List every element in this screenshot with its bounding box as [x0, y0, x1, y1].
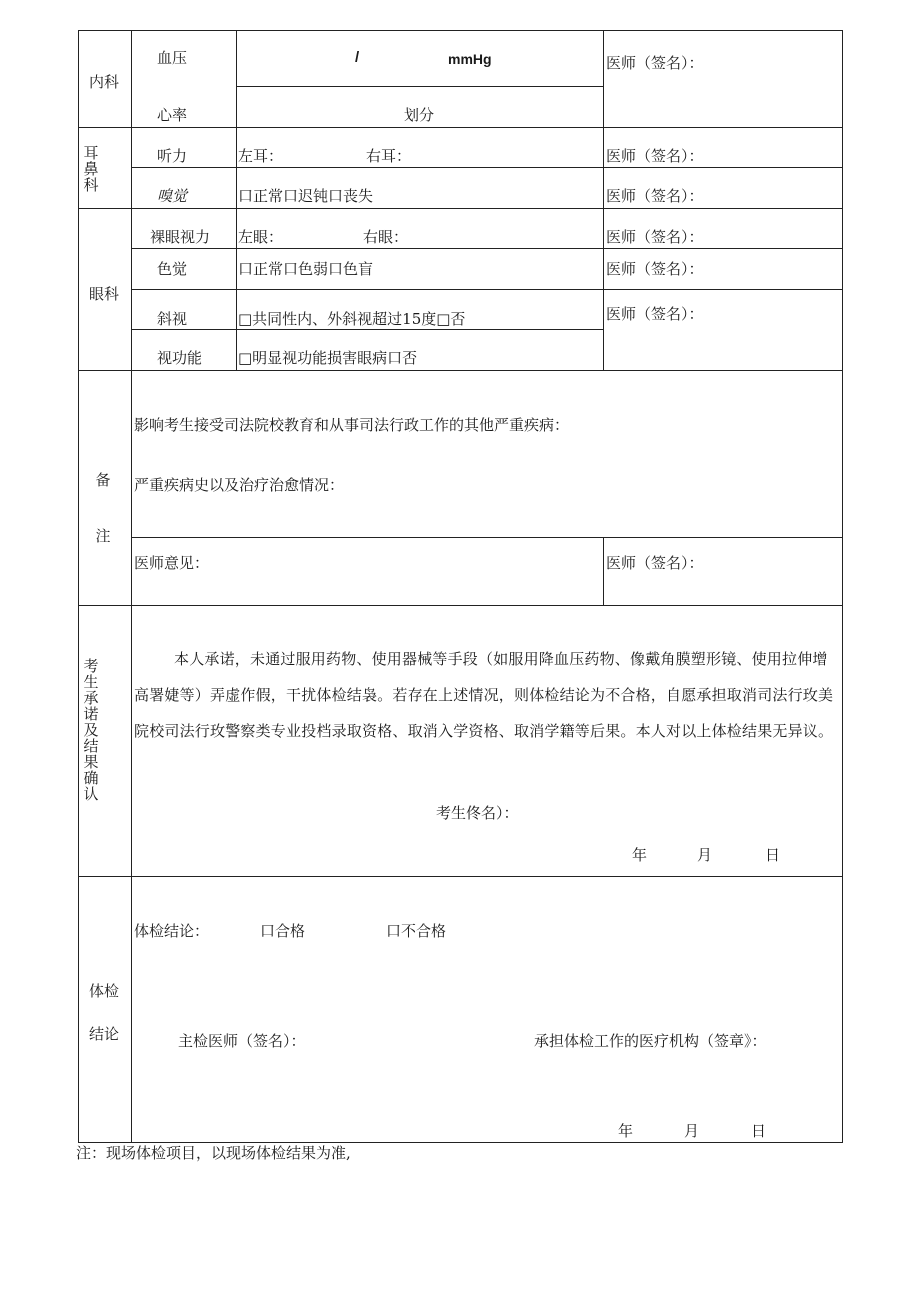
col-divider-1: [131, 30, 132, 1142]
disease-history-question: 严重疾病史以及治疗治愈情况：: [134, 476, 345, 494]
left-eye-label: 左眼：: [238, 228, 284, 246]
row-line-acuity: [131, 248, 843, 249]
conclusion-fail-option: 口不合格: [386, 922, 447, 940]
right-eye-label: 右眼：: [363, 228, 409, 246]
remarks-signature: 医师（签名）：: [606, 554, 704, 572]
strabismus-label: 斜视: [157, 310, 188, 328]
strabismus-options: □共同性内、外斜视超过15度□否: [238, 310, 466, 328]
conclusion-month: 月: [684, 1122, 700, 1140]
blood-pressure-slash: /: [355, 49, 360, 66]
heart-rate-label: 心率: [157, 106, 188, 124]
pledge-text: 本人承诺，未通过服用药物、使用器械等手段（如服用降血压药物、像戴角膜塑形镜、使用拉伸增高署婕等）弄虚作假，干扰体检结袅。若存在上述情况，则体检结论为不合格，自愿承担取消司法行玫美院校司法行玫警察类专业投档录取资格、取消入学资格、取消学籍等后果。本人对以上体检结果无异议。: [134, 650, 834, 740]
row-line-hearing: [131, 167, 843, 168]
remarks-label: 备注: [95, 471, 111, 545]
ent-dept-label: 耳鼻科: [83, 144, 99, 194]
row-line-opinion: [78, 605, 843, 606]
row-line-bp: [236, 86, 603, 87]
institution-seal: 承担体检工作的医疗机构（签章》：: [534, 1032, 767, 1050]
hearing-label: 听力: [157, 147, 188, 165]
left-ear-label: 左耳：: [238, 147, 284, 165]
internal-dept-label: 内科: [89, 73, 120, 91]
candidate-signature: 考生佟名）：: [436, 804, 519, 822]
acuity-label: 裸眼视力: [150, 228, 211, 246]
chief-doctor-signature: 主检医师（签名）：: [178, 1032, 306, 1050]
right-ear-label: 右耳：: [366, 147, 412, 165]
conclusion-year: 年: [618, 1122, 634, 1140]
row-line-internal: [78, 127, 843, 128]
row-line-top: [78, 30, 843, 31]
footnote: 注：现场体检项目，以现场体检结果为准,: [76, 1144, 351, 1162]
table-border-right: [842, 30, 843, 1142]
conclusion-pass-option: 口合格: [260, 922, 306, 940]
acuity-signature: 医师（签名）：: [606, 228, 704, 246]
col-divider-3: [603, 30, 604, 370]
eye-dept-label: 眼科: [89, 285, 120, 303]
table-border-left: [78, 30, 79, 1142]
heart-rate-unit: 划分: [404, 106, 435, 124]
blood-pressure-label: 血压: [157, 49, 188, 67]
row-line-ent: [78, 208, 843, 209]
row-line-eye: [78, 370, 843, 371]
other-diseases-question: 影响考生接受司法院校教育和从事司法行政工作的其他严重疾病：: [134, 416, 570, 434]
pledge-day: 日: [765, 846, 781, 864]
conclusion-day: 日: [751, 1122, 767, 1140]
pledge-month: 月: [697, 846, 713, 864]
internal-signature: 医师（签名）：: [606, 54, 704, 72]
conclusion-label-line1: 体检: [89, 982, 120, 1000]
pledge-year: 年: [632, 846, 648, 864]
smell-label: 嗅觉: [157, 187, 188, 205]
row-line-bottom: [78, 1142, 843, 1143]
visual-function-options: □明显视功能损害眼病口否: [238, 349, 418, 367]
strabismus-signature: 医师（签名）：: [606, 305, 704, 323]
pledge-label: 考生承诺及结果确认: [83, 657, 99, 803]
col-divider-3b: [603, 537, 604, 605]
row-line-color: [131, 289, 843, 290]
color-vision-signature: 医师（签名）：: [606, 260, 704, 278]
hearing-signature: 医师（签名）：: [606, 147, 704, 165]
smell-options: 口正常口迟钝口丧失: [238, 187, 374, 205]
conclusion-label-line2: 结论: [89, 1025, 120, 1043]
conclusion-result-label: 体检结论：: [134, 922, 210, 940]
row-line-strabismus: [131, 329, 603, 330]
row-line-pledge: [78, 876, 843, 877]
blood-pressure-unit: mmHg: [448, 51, 492, 67]
color-vision-options: 口正常口色弱口色盲: [238, 260, 374, 278]
smell-signature: 医师（签名）：: [606, 187, 704, 205]
visual-function-label: 视功能: [157, 349, 203, 367]
col-divider-2: [236, 30, 237, 370]
color-vision-label: 色觉: [157, 260, 188, 278]
doctor-opinion-label: 医师意见：: [134, 554, 210, 572]
row-line-remarks: [131, 537, 843, 538]
